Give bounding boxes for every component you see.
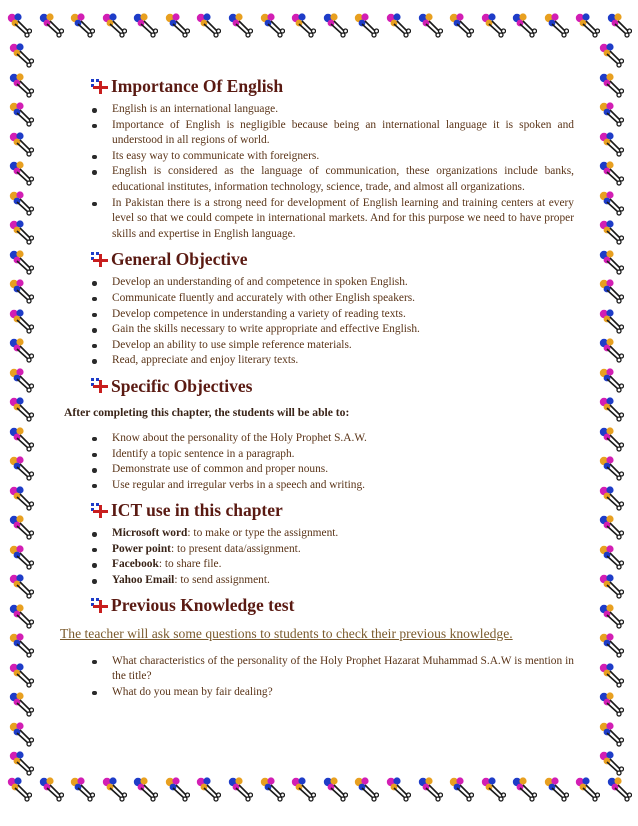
section-title: General Objective: [111, 249, 248, 270]
balloon-scissors-icon: [574, 12, 600, 38]
balloon-scissors-icon: [598, 691, 624, 717]
balloon-scissors-icon: [480, 12, 506, 38]
balloon-scissors-icon: [8, 662, 34, 688]
balloon-scissors-icon: [385, 12, 411, 38]
balloon-scissors-icon: [598, 72, 624, 98]
balloon-scissors-icon: [6, 12, 32, 38]
list-item: [66, 447, 574, 463]
bullet-list: [66, 275, 574, 369]
tool-name: Power point: [112, 542, 171, 555]
balloon-scissors-icon: [8, 308, 34, 334]
balloon-scissors-icon: [353, 12, 379, 38]
section-heading: [66, 593, 574, 620]
section-heading: [66, 497, 574, 524]
balloon-scissors-icon: [195, 776, 221, 802]
balloon-scissors-icon: [598, 367, 624, 393]
list-marker-icon: [90, 597, 108, 615]
section-heading: [66, 373, 574, 400]
bullet-icon: [92, 437, 97, 442]
bullet-icon: [92, 563, 97, 568]
list-item: [66, 322, 574, 338]
bullet-icon: [92, 453, 97, 458]
balloon-scissors-icon: [8, 455, 34, 481]
list-item: [66, 353, 574, 369]
bullet-icon: [92, 532, 97, 537]
bullet-list: [66, 526, 574, 588]
list-marker-icon: [90, 251, 108, 269]
list-item: [66, 526, 574, 542]
section-importance-of-english: [66, 73, 574, 242]
bullet-icon: [92, 484, 97, 489]
balloon-scissors-icon: [598, 190, 624, 216]
balloon-scissors-icon: [38, 12, 64, 38]
balloon-scissors-icon: [8, 691, 34, 717]
balloon-scissors-icon: [598, 455, 624, 481]
balloon-scissors-icon: [8, 544, 34, 570]
balloon-scissors-icon: [598, 632, 624, 658]
balloon-scissors-icon: [598, 426, 624, 452]
bullet-icon: [92, 108, 97, 113]
list-item-text: English is an international language.: [112, 103, 279, 115]
list-item-text: What characteristics of the personality of the Holy Prophet Hazarat Muhammad S.A.W is mention in the title?: [112, 654, 574, 683]
list-item-text: In Pakistan there is a strong need for development of English learning and training centers at every level so that we could compete in international markets. And for this purpose we need to have proper skills and expertise in English language.: [112, 196, 574, 240]
balloon-scissors-icon: [511, 12, 537, 38]
balloon-scissors-icon: [353, 776, 379, 802]
list-marker-icon: [90, 377, 108, 395]
tool-use: : to present data/assignment.: [170, 542, 301, 555]
list-item: [66, 338, 574, 354]
balloon-scissors-icon: [8, 249, 34, 275]
balloon-scissors-icon: [448, 776, 474, 802]
tool-use: : to share file.: [158, 558, 222, 571]
section-heading: [66, 246, 574, 273]
balloon-scissors-icon: [598, 337, 624, 363]
balloon-scissors-icon: [8, 632, 34, 658]
balloon-scissors-icon: [195, 12, 221, 38]
bullet-icon: [92, 691, 97, 696]
balloon-scissors-icon: [417, 12, 443, 38]
list-item-text: Gain the skills necessary to write appropriate and effective English.: [112, 323, 420, 336]
balloon-scissors-icon: [132, 12, 158, 38]
list-item-text: Use regular and irregular verbs in a speech and writing.: [112, 478, 366, 491]
list-item: [66, 196, 574, 243]
balloon-scissors-icon: [8, 426, 34, 452]
section-heading: [66, 73, 574, 100]
balloon-scissors-icon: [8, 485, 34, 511]
balloon-scissors-icon: [8, 190, 34, 216]
balloon-scissors-icon: [8, 72, 34, 98]
list-item-text: Know about the personality of the Holy Prophet S.A.W.: [112, 431, 367, 444]
balloon-scissors-icon: [598, 131, 624, 157]
list-item: [66, 573, 574, 589]
list-item: [66, 478, 574, 494]
balloon-scissors-icon: [8, 603, 34, 629]
balloon-scissors-icon: [417, 776, 443, 802]
balloon-scissors-icon: [8, 101, 34, 127]
section-title: Previous Knowledge test: [111, 595, 295, 616]
section-title: Specific Objectives: [111, 375, 253, 396]
balloon-scissors-icon: [598, 662, 624, 688]
balloon-scissors-icon: [480, 776, 506, 802]
balloon-scissors-icon: [543, 776, 569, 802]
border-right: [598, 42, 628, 776]
balloon-scissors-icon: [132, 776, 158, 802]
balloon-scissors-icon: [598, 544, 624, 570]
list-item-text: English is considered as the language of communication, these organizations include banks, educational institutes, information technology, science, trade, and almost all organizations.: [112, 165, 574, 193]
list-marker-icon: [90, 78, 108, 96]
bullet-icon: [92, 579, 97, 584]
tool-name: Facebook: [112, 558, 159, 571]
bullet-list: [66, 654, 574, 701]
balloon-scissors-icon: [598, 101, 624, 127]
list-marker-icon: [90, 502, 108, 520]
balloon-scissors-icon: [259, 12, 285, 38]
balloon-scissors-icon: [227, 776, 253, 802]
balloon-scissors-icon: [598, 514, 624, 540]
bullet-icon: [92, 660, 97, 665]
balloon-scissors-icon: [8, 131, 34, 157]
section-general-objective: [66, 246, 574, 369]
list-item: [66, 275, 574, 291]
balloon-scissors-icon: [69, 776, 95, 802]
bullet-icon: [92, 155, 97, 160]
list-item-text: Importance of English is negligible because being an international language it is spoken and understood in all regions of world.: [112, 118, 574, 147]
balloon-scissors-icon: [385, 776, 411, 802]
bullet-icon: [92, 548, 97, 553]
balloon-scissors-icon: [164, 12, 190, 38]
list-item: [66, 462, 574, 478]
balloon-scissors-icon: [598, 573, 624, 599]
balloon-scissors-icon: [598, 485, 624, 511]
balloon-scissors-icon: [69, 12, 95, 38]
document-body: [60, 73, 574, 704]
balloon-scissors-icon: [8, 396, 34, 422]
list-item-text: Develop an ability to use simple reference materials.: [112, 338, 352, 351]
list-item: [66, 149, 574, 165]
bullet-icon: [92, 313, 97, 318]
balloon-scissors-icon: [38, 776, 64, 802]
balloon-scissors-icon: [598, 249, 624, 275]
bullet-list: [66, 431, 574, 493]
balloon-scissors-icon: [8, 219, 34, 245]
balloon-scissors-icon: [8, 337, 34, 363]
bullet-icon: [92, 359, 97, 364]
bullet-icon: [92, 281, 97, 286]
balloon-scissors-icon: [101, 776, 127, 802]
list-item: [66, 557, 574, 573]
tool-name: Yahoo Email: [112, 574, 175, 587]
balloon-scissors-icon: [606, 776, 632, 802]
balloon-scissors-icon: [598, 396, 624, 422]
balloon-scissors-icon: [290, 776, 316, 802]
bullet-icon: [92, 124, 97, 129]
bullet-icon: [92, 344, 97, 349]
list-item-text: Demonstrate use of common and proper nouns.: [112, 463, 329, 476]
balloon-scissors-icon: [598, 750, 624, 776]
balloon-scissors-icon: [543, 12, 569, 38]
bullet-icon: [92, 170, 97, 175]
list-item: [66, 291, 574, 307]
balloon-scissors-icon: [598, 160, 624, 186]
list-item: [66, 307, 574, 323]
list-item-text: Develop an understanding of and competence in spoken English.: [112, 276, 408, 289]
section-previous-knowledge-test: [60, 593, 574, 701]
bullet-icon: [92, 328, 97, 333]
bullet-icon: [92, 202, 97, 207]
balloon-scissors-icon: [8, 367, 34, 393]
balloon-scissors-icon: [290, 12, 316, 38]
balloon-scissors-icon: [8, 721, 34, 747]
balloon-scissors-icon: [598, 603, 624, 629]
section-specific-objectives: [66, 373, 574, 493]
balloon-scissors-icon: [164, 776, 190, 802]
balloon-scissors-icon: [322, 776, 348, 802]
tool-name: Microsoft word: [112, 527, 188, 540]
tool-use: : to send assignment.: [174, 574, 270, 587]
balloon-scissors-icon: [101, 12, 127, 38]
section-ict-use: [66, 497, 574, 588]
teacher-note: The teacher will ask some questions to students to check their previous knowledge.: [60, 625, 513, 641]
bullet-list: [66, 102, 574, 242]
border-left: [8, 42, 38, 776]
balloon-scissors-icon: [448, 12, 474, 38]
border-top: [0, 12, 638, 42]
list-item: [66, 164, 574, 195]
balloon-scissors-icon: [8, 750, 34, 776]
list-item-text: What do you mean by fair dealing?: [112, 685, 273, 698]
list-item-text: Identify a topic sentence in a paragraph.: [112, 447, 295, 460]
tool-use: : to make or type the assignment.: [187, 527, 339, 540]
balloon-scissors-icon: [8, 160, 34, 186]
list-item: [66, 542, 574, 558]
balloon-scissors-icon: [598, 308, 624, 334]
section-title: Importance Of English: [111, 75, 284, 96]
balloon-scissors-icon: [6, 776, 32, 802]
balloon-scissors-icon: [259, 776, 285, 802]
list-item-text: Develop competence in understanding a variety of reading texts.: [112, 307, 406, 320]
list-item-text: Communicate fluently and accurately with other English speakers.: [112, 291, 416, 304]
balloon-scissors-icon: [8, 278, 34, 304]
balloon-scissors-icon: [574, 776, 600, 802]
balloon-scissors-icon: [8, 514, 34, 540]
section-intro: After completing this chapter, the students will be able to:: [64, 405, 350, 419]
balloon-scissors-icon: [8, 42, 34, 68]
balloon-scissors-icon: [8, 573, 34, 599]
border-bottom: [0, 776, 638, 806]
list-item: [66, 118, 574, 149]
list-item: [66, 685, 574, 701]
balloon-scissors-icon: [606, 12, 632, 38]
balloon-scissors-icon: [598, 42, 624, 68]
balloon-scissors-icon: [227, 12, 253, 38]
bullet-icon: [92, 297, 97, 302]
list-item-text: Its easy way to communicate with foreigners.: [112, 149, 320, 162]
balloon-scissors-icon: [511, 776, 537, 802]
balloon-scissors-icon: [322, 12, 348, 38]
balloon-scissors-icon: [598, 278, 624, 304]
list-item: [66, 431, 574, 447]
list-item-text: Read, appreciate and enjoy literary texts.: [112, 354, 299, 367]
bullet-icon: [92, 468, 97, 473]
balloon-scissors-icon: [598, 219, 624, 245]
balloon-scissors-icon: [598, 721, 624, 747]
section-title: ICT use in this chapter: [111, 500, 283, 521]
list-item: [66, 654, 574, 685]
list-item: [66, 102, 574, 118]
